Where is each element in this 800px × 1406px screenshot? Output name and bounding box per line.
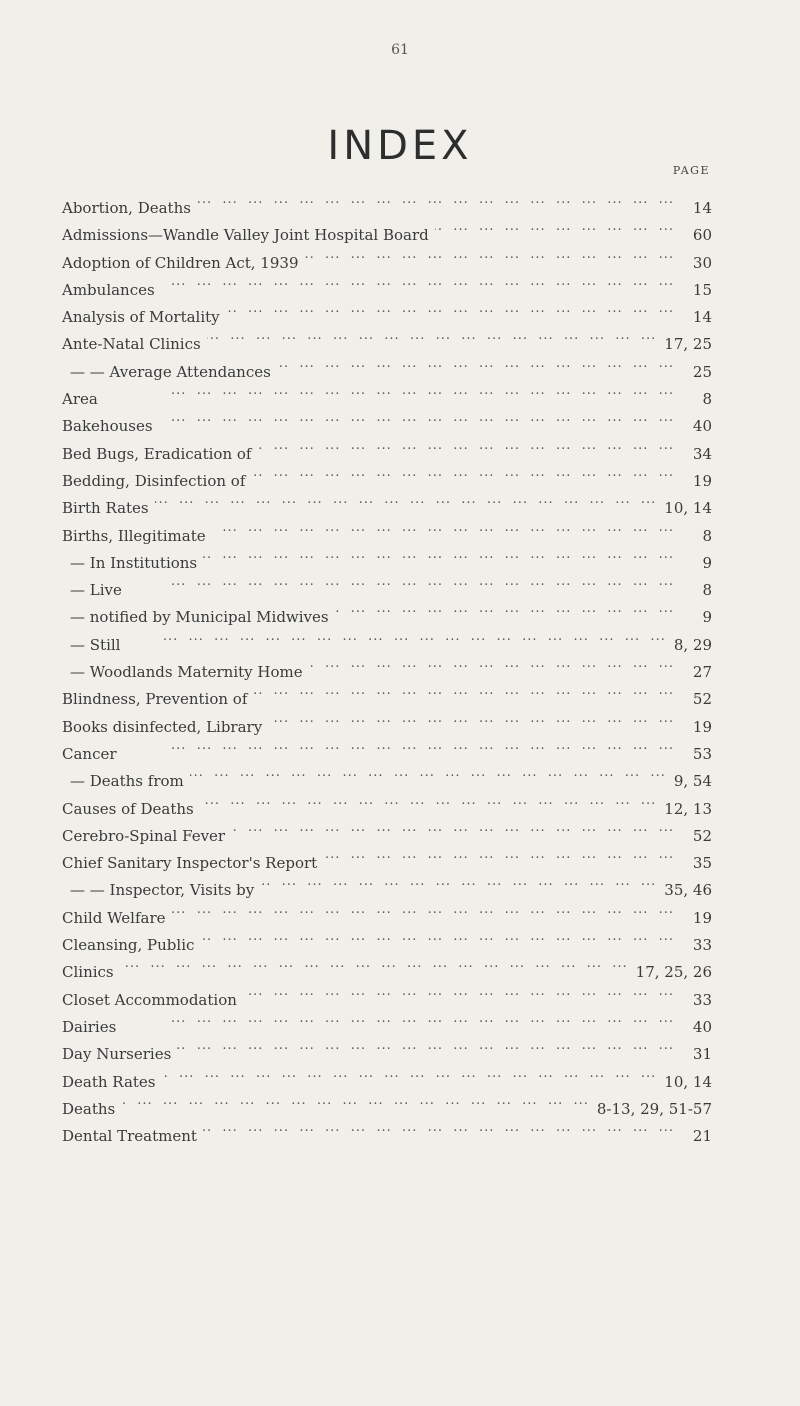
index-entry-pages: 31: [692, 1045, 712, 1064]
index-entry: [62, 623, 712, 654]
leader-dots: [435, 213, 674, 240]
leader-dots: [309, 650, 674, 677]
index-entry-pages: 52: [692, 826, 712, 845]
index-entry-pages: 19: [692, 717, 712, 736]
leader-dots: [121, 1087, 589, 1114]
index-entry: [62, 568, 712, 600]
index-entry-pages: 40: [692, 1017, 712, 1036]
index-entry-label: — Still: [70, 635, 121, 654]
leader-dots: [257, 432, 674, 459]
index-entry-label: Dairies: [62, 1017, 117, 1036]
index-entry: [62, 486, 712, 518]
index-entry-pages: 30: [692, 253, 712, 272]
leader-dots: [155, 486, 657, 513]
leader-dots: [335, 595, 674, 622]
index-entry-pages: 34: [692, 444, 712, 463]
leader-dots: [260, 868, 656, 895]
page-title: INDEX: [327, 122, 473, 169]
leader-dots: [323, 841, 674, 868]
index-entry-label: — — Inspector, Visits by: [70, 881, 255, 900]
index-entry-label: — Deaths from: [70, 772, 184, 791]
index-entry-label: — — Average Attendances: [70, 362, 271, 381]
index-entry-label: Chief Sanitary Inspector's Report: [62, 854, 318, 873]
index-entry-pages: 35: [692, 854, 712, 873]
index-entry-label: Birth Rates: [62, 499, 149, 518]
index-entry: [62, 377, 712, 409]
index-entry-pages: 17, 25, 26: [635, 963, 712, 982]
index-entry-label: Dental Treatment: [62, 1127, 197, 1146]
leader-dots: [207, 322, 657, 349]
index-entry-label: Child Welfare: [62, 908, 166, 927]
index-entry-label: Analysis of Mortality: [62, 308, 220, 327]
index-entry-pages: 15: [692, 280, 712, 299]
leader-dots: [122, 1005, 674, 1032]
index-entry: [62, 732, 712, 763]
index-list: [62, 186, 712, 1146]
index-entry-pages: 10, 14: [664, 499, 712, 518]
index-entry-label: — notified by Municipal Midwives: [70, 608, 329, 627]
index-entry-pages: 33: [692, 990, 712, 1009]
index-entry: [62, 650, 712, 682]
index-entry-label: Causes of Deaths: [62, 799, 194, 818]
index-entry-label: — In Institutions: [70, 553, 198, 572]
index-entry-label: Ante-Natal Clinics: [62, 335, 201, 354]
index-entry-pages: 9, 54: [673, 772, 712, 791]
leader-dots: [212, 514, 674, 541]
leader-dots: [277, 350, 674, 377]
leader-dots: [161, 268, 674, 295]
index-entry-label: Admissions—Wandle Valley Joint Hospital Board: [62, 226, 429, 245]
index-entry-pages: 8-13, 29, 51-57: [596, 1099, 712, 1118]
index-entry: [62, 1005, 712, 1036]
leader-dots: [120, 950, 628, 977]
leader-dots: [197, 186, 674, 213]
leader-dots: [162, 1060, 657, 1087]
index-entry-label: Death Rates: [62, 1072, 156, 1091]
index-entry-label: Blindness, Prevention of: [62, 690, 248, 709]
index-entry-label: Books disinfected, Library: [62, 717, 263, 736]
index-entry-pages: 9: [702, 608, 712, 627]
index-entry-label: Cerebro-Spinal Fever: [62, 826, 226, 845]
index-entry: [62, 432, 712, 463]
index-entry: [62, 950, 712, 982]
index-entry-pages: 33: [692, 936, 712, 955]
index-entry-pages: 14: [692, 199, 712, 217]
index-entry-pages: 8, 29: [673, 635, 712, 654]
page-column-header: PAGE: [672, 164, 710, 177]
index-entry-label: Adoption of Children Act, 1939: [62, 253, 299, 272]
index-entry-pages: 53: [692, 744, 712, 763]
index-entry-pages: 52: [692, 690, 712, 709]
index-entry-label: Cancer: [62, 744, 117, 763]
leader-dots: [251, 459, 674, 486]
index-entry: [62, 514, 712, 545]
index-entry-pages: 14: [692, 308, 712, 327]
index-entry-label: Cleansing, Public: [62, 936, 195, 955]
index-entry-pages: 10, 14: [664, 1072, 712, 1091]
index-entry-pages: 19: [692, 908, 712, 927]
leader-dots: [200, 923, 674, 950]
index-entry: [62, 1032, 712, 1064]
index-entry-label: Ambulances: [62, 280, 155, 299]
index-entry-label: Abortion, Deaths: [62, 199, 191, 217]
index-entry-pages: 8: [702, 390, 712, 409]
index-entry-pages: 21: [692, 1127, 712, 1146]
index-entry-pages: 19: [692, 471, 712, 490]
index-entry: [62, 978, 712, 1009]
index-entry-label: Bakehouses: [62, 417, 153, 436]
index-entry-pages: 60: [692, 226, 712, 245]
index-entry: [62, 1087, 712, 1118]
index-entry-pages: 35, 46: [664, 881, 712, 900]
index-entry-label: Closet Accommodation: [62, 990, 237, 1009]
index-entry: [62, 759, 712, 791]
index-entry-label: — Live: [70, 581, 122, 600]
index-entry-pages: 9: [702, 553, 712, 572]
leader-dots: [126, 623, 665, 650]
index-entry-label: Bed Bugs, Eradication of: [62, 444, 252, 463]
index-entry-label: Clinics: [62, 963, 114, 982]
index-entry: [62, 595, 712, 627]
index-entry-label: Day Nurseries: [62, 1045, 172, 1064]
index-entry-label: Bedding, Disinfection of: [62, 471, 246, 490]
index-entry: [62, 186, 712, 217]
index-entry-pages: 25: [692, 362, 712, 381]
leader-dots: [268, 705, 674, 732]
leader-dots: [253, 677, 674, 704]
index-entry-pages: 8: [702, 581, 712, 600]
index-entry-pages: 12, 13: [664, 799, 712, 818]
page-number: 61: [391, 42, 409, 58]
leader-dots: [226, 295, 674, 322]
leader-dots: [200, 787, 657, 814]
leader-dots: [159, 404, 674, 431]
leader-dots: [304, 241, 674, 268]
index-entry-label: Area: [62, 390, 98, 409]
index-entry-pages: 40: [692, 417, 712, 436]
index-entry-pages: 8: [702, 526, 712, 545]
index-entry-label: Births, Illegitimate: [62, 526, 206, 545]
index-entry-pages: 27: [692, 663, 712, 682]
leader-dots: [172, 896, 674, 923]
index-entry-label: — Woodlands Maternity Home: [70, 663, 303, 682]
leader-dots: [128, 568, 674, 595]
leader-dots: [231, 814, 674, 841]
index-entry-pages: 17, 25: [664, 335, 712, 354]
leader-dots: [190, 759, 666, 786]
leader-dots: [177, 1032, 674, 1059]
leader-dots: [203, 541, 674, 568]
leader-dots: [203, 1114, 674, 1141]
leader-dots: [104, 377, 674, 404]
index-entry-label: Deaths: [62, 1099, 116, 1118]
leader-dots: [243, 978, 674, 1005]
index-entry: [62, 404, 712, 436]
leader-dots: [123, 732, 674, 759]
index-entry: [62, 1114, 712, 1146]
